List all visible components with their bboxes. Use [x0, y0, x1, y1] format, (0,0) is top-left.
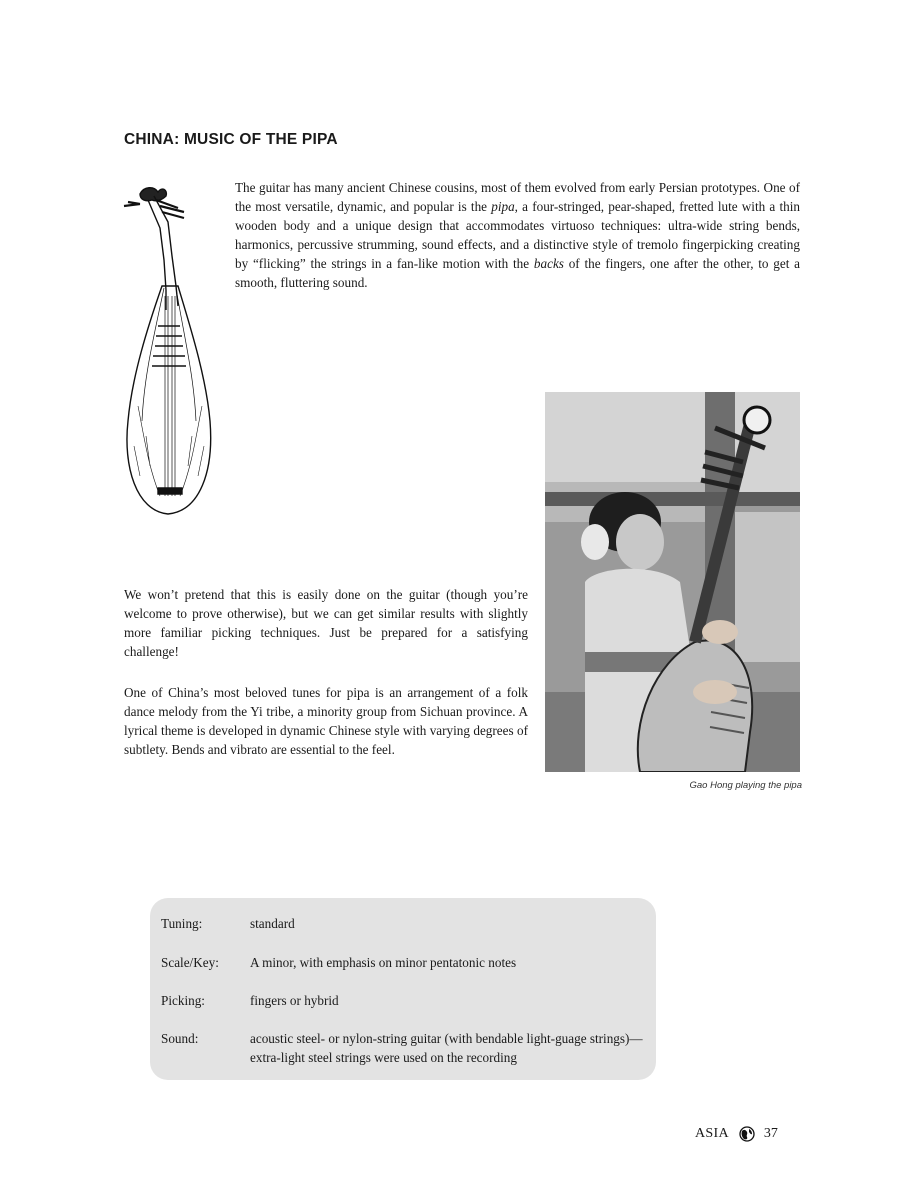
globe-icon	[739, 1126, 755, 1142]
body-paragraph-2: We won’t pretend that this is easily done on the guitar (though you’re welcome to prove otherwise), but we can get similar results with slightly more familiar picking techniques. Just be prepared for a satisfying challenge!	[124, 587, 528, 659]
footer-section: ASIA	[695, 1126, 729, 1141]
backs-term: backs	[533, 256, 564, 271]
pipa-player-photo	[545, 392, 800, 772]
pipa-illustration	[118, 176, 220, 518]
info-label: Tuning:	[161, 916, 203, 931]
intro-paragraph: The guitar has many ancient Chinese cousins, most of them evolved from early Persian prototypes. One of the most versatile, dynamic, and popular is the pipa, a four-stringed, pear-shaped, fretted lute with a thin wooden body and a unique design that accommodates virtuoso techniques: ultra-wide string bends, harmonics, percussive strumming, sound effects, and a distinctive style of tremolo fingerpicking creating by “flicking” the strings in a fan-like motion with the backs of the fingers, one after the other, to get a smooth, fluttering sound.	[235, 180, 801, 290]
info-label: Sound:	[161, 1031, 199, 1046]
info-value: acoustic steel- or nylon-string guitar (with bendable light-guage strings)—extra-light steel strings were used on the recording	[250, 1031, 643, 1065]
page-number: 37	[763, 1126, 778, 1141]
info-label: Picking:	[161, 993, 205, 1008]
info-value: A minor, with emphasis on minor pentatonic notes	[250, 955, 517, 970]
body-paragraph-3: One of China’s most beloved tunes for pipa is an arrangement of a folk dance melody from the Yi tribe, a minority group from Sichuan province. A lyrical theme is developed in dynamic Chinese style with varying degrees of subtlety. Bends and vibrato are essential to the feel.	[124, 685, 528, 757]
info-value: fingers or hybrid	[250, 993, 339, 1008]
info-value: standard	[250, 916, 295, 931]
tune-info-box	[150, 898, 656, 1080]
info-label: Scale/Key:	[161, 955, 219, 970]
section-heading: CHINA: MUSIC OF THE PIPA	[124, 131, 338, 148]
pipa-term: pipa	[491, 199, 515, 214]
page-footer	[695, 1124, 778, 1144]
photo-caption: Gao Hong playing the pipa	[689, 780, 802, 791]
